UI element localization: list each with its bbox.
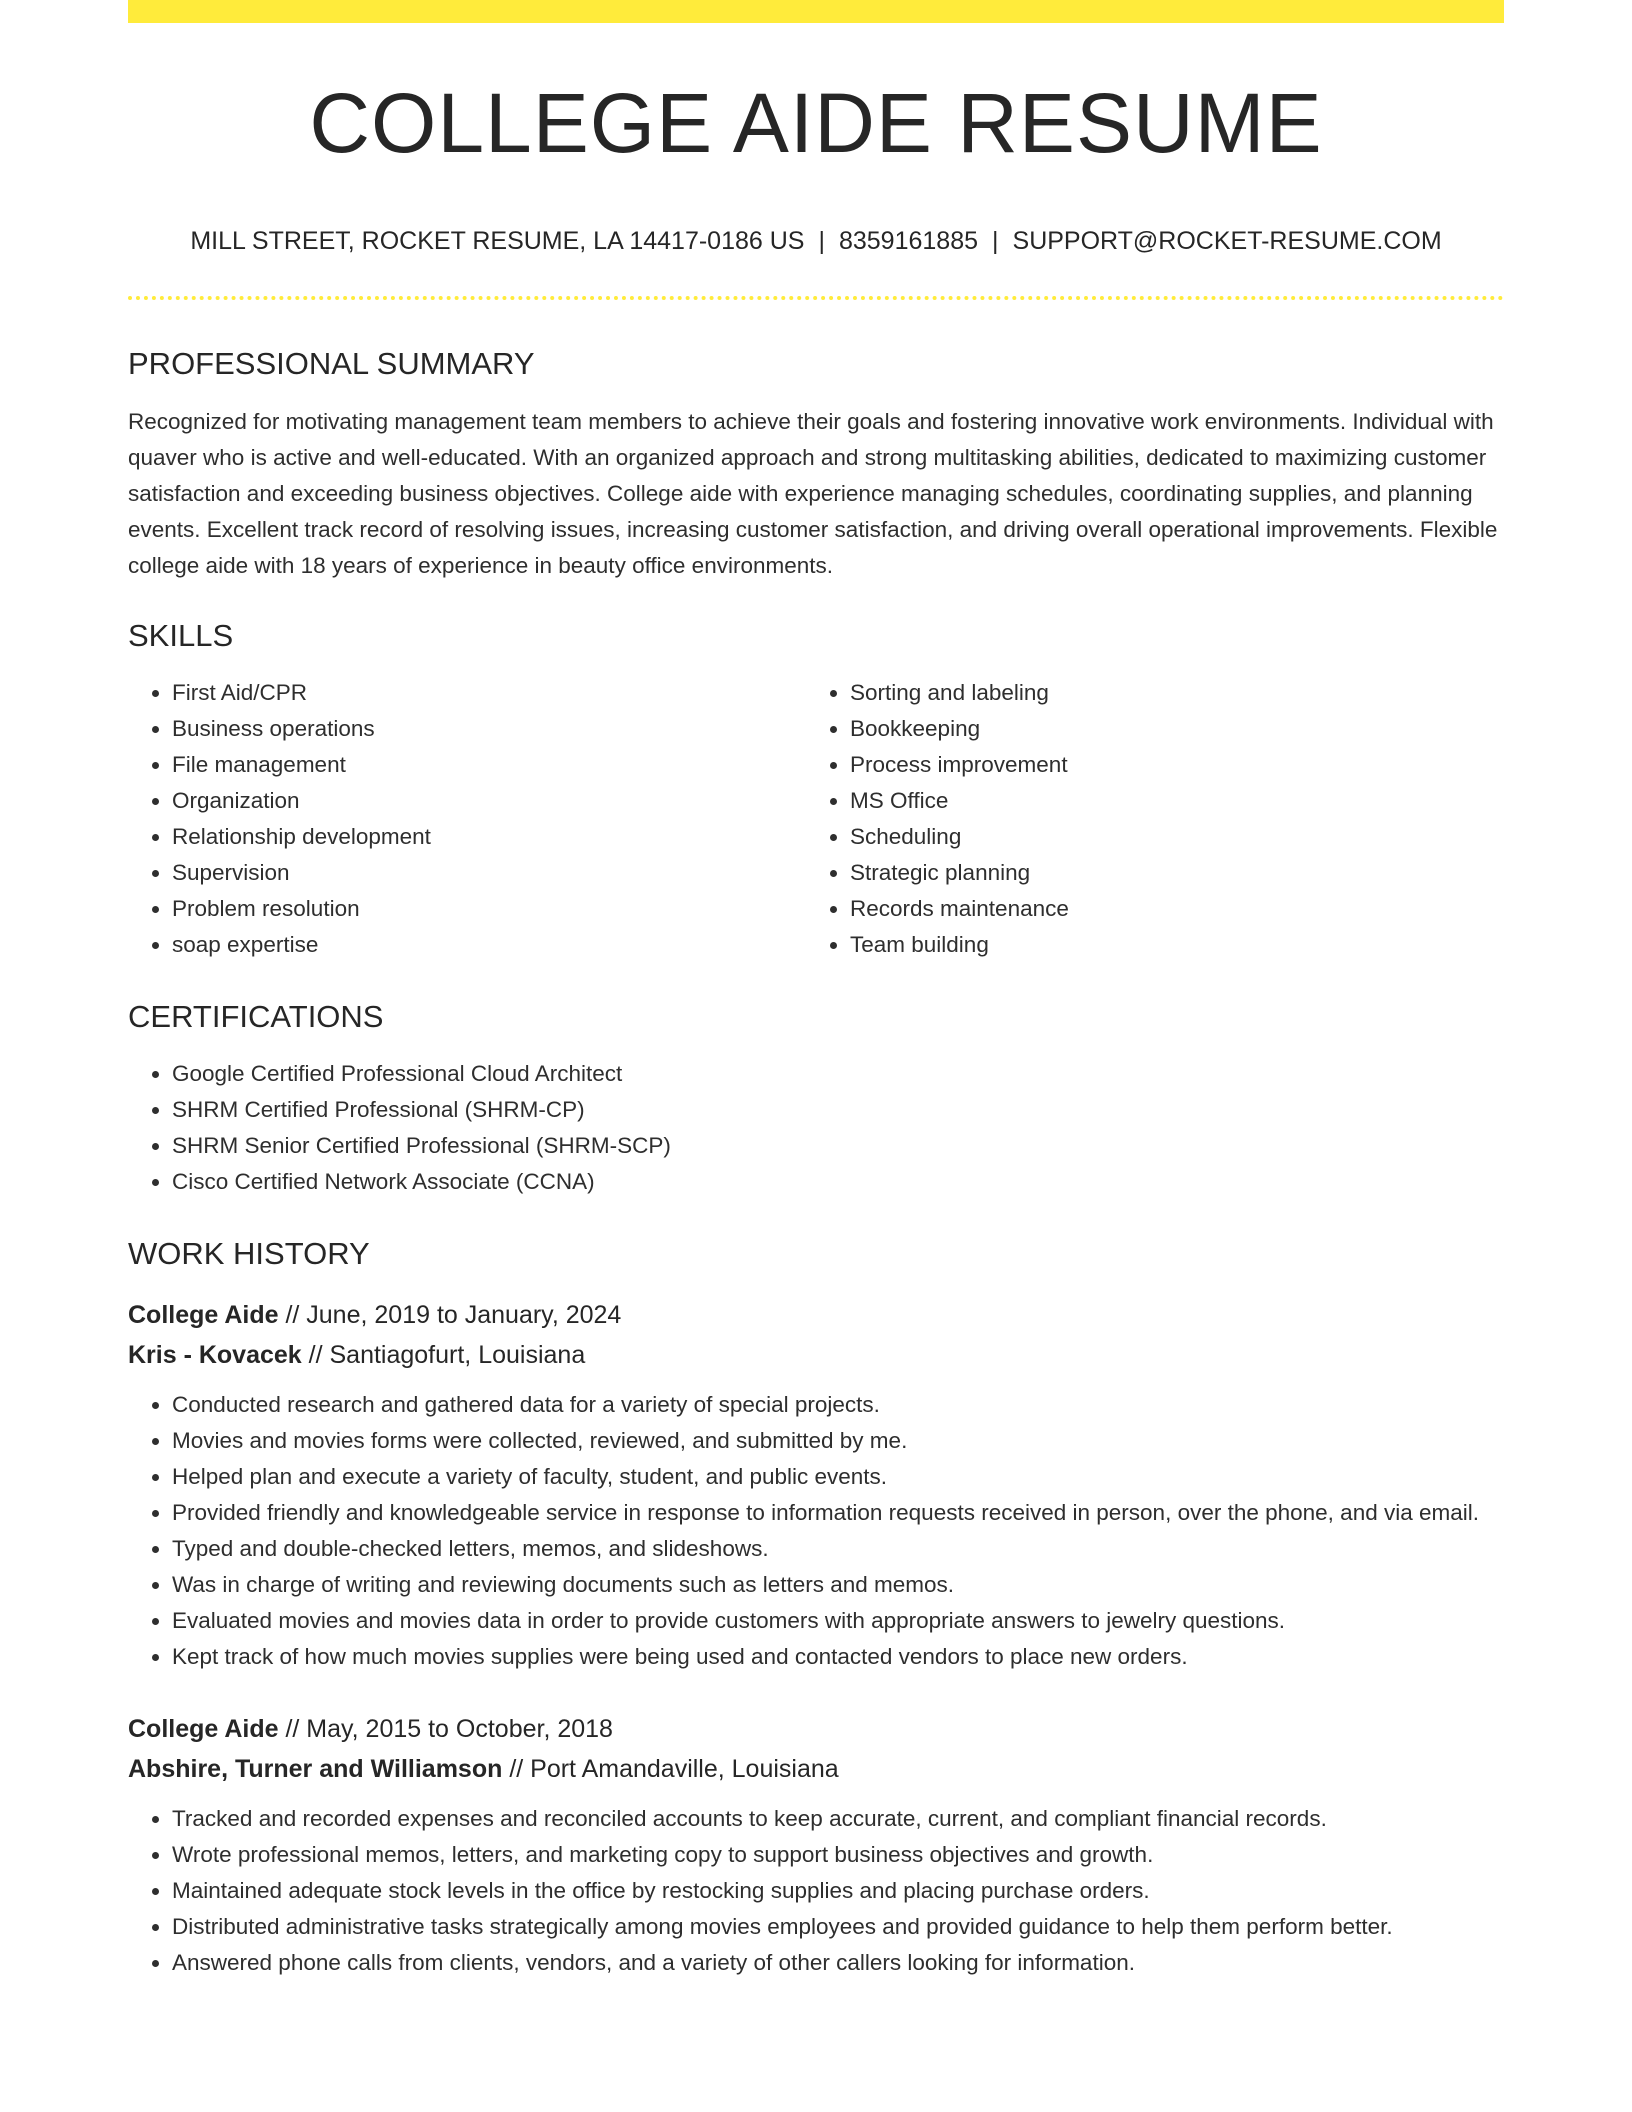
skills-column-left (128, 675, 806, 963)
job-header (128, 1709, 1504, 1789)
certification-item: • SHRM Senior Certified Professional (SHRM-SCP) (172, 1128, 1504, 1164)
skill-item: • Relationship development (172, 819, 806, 855)
skill-item: • Problem resolution (172, 891, 806, 927)
accent-bar (128, 0, 1504, 23)
certifications-heading: CERTIFICATIONS (128, 999, 384, 1034)
skill-item: • Scheduling (850, 819, 1484, 855)
job-location: // Santiagofurt, Louisiana (301, 1341, 586, 1369)
contact-phone: 8359161885 (838, 227, 979, 255)
skill-item: • Business operations (172, 711, 806, 747)
job-role-line (128, 1709, 1504, 1749)
job-duties-list (128, 1801, 1504, 1981)
job-duty: • Wrote professional memos, letters, and marketing copy to support business objectives and growth. (172, 1837, 1504, 1873)
job-duty: • Conducted research and gathered data for a variety of special projects. (172, 1387, 1504, 1423)
contact-address: MILL STREET, ROCKET RESUME, LA 14417-0186 US (190, 227, 805, 255)
skill-item: • Process improvement (850, 747, 1484, 783)
job-role-line (128, 1295, 1504, 1335)
contact-email: SUPPORT@ROCKET-RESUME.COM (1012, 227, 1442, 255)
certification-item: • Google Certified Professional Cloud Architect (172, 1056, 1504, 1092)
summary-text: Recognized for motivating management team members to achieve their goals and fostering innovative work environments. Individual with quaver who is active and well-educated. With an organized approach and strong multitasking abilities, dedicated to maximizing customer satisfaction and exceeding business objectives. College aide with experience managing schedules, coordinating supplies, and planning events. Excellent track record of resolving issues, increasing customer satisfaction, and driving overall operational improvements. Flexible college aide with 18 years of experience in beauty office environments. (128, 409, 1498, 578)
skill-item: • Organization (172, 783, 806, 819)
job-company-line (128, 1335, 1504, 1375)
skill-item: • soap expertise (172, 927, 806, 963)
job-duty: • Answered phone calls from clients, vendors, and a variety of other callers looking for information. (172, 1945, 1504, 1981)
job-dates: // May, 2015 to October, 2018 (278, 1715, 613, 1743)
job-duty: • Evaluated movies and movies data in order to provide customers with appropriate answers to jewelry questions. (172, 1603, 1504, 1639)
job-duty: • Distributed administrative tasks strategically among movies employees and provided guidance to help them perform better. (172, 1909, 1504, 1945)
skill-item: • File management (172, 747, 806, 783)
contact-separator: | (818, 227, 825, 255)
skill-item: • Sorting and labeling (850, 675, 1484, 711)
job-duty: • Movies and movies forms were collected, reviewed, and submitted by me. (172, 1423, 1504, 1459)
job-role: College Aide (128, 1301, 279, 1329)
dotted-divider (128, 296, 1504, 300)
skill-item: • Team building (850, 927, 1484, 963)
job-duty: • Kept track of how much movies supplies were being used and contacted vendors to place new orders. (172, 1639, 1504, 1675)
contact-separator: | (992, 227, 999, 255)
job-duty: • Provided friendly and knowledgeable service in response to information requests received in person, over the phone, and via email. (172, 1495, 1504, 1531)
skill-item: • Strategic planning (850, 855, 1484, 891)
job-duty: • Helped plan and execute a variety of faculty, student, and public events. (172, 1459, 1504, 1495)
certification-item: • SHRM Certified Professional (SHRM-CP) (172, 1092, 1504, 1128)
skill-item: • First Aid/CPR (172, 675, 806, 711)
skills-heading: SKILLS (128, 618, 234, 653)
job-duty: • Tracked and recorded expenses and reconciled accounts to keep accurate, current, and compliant financial records. (172, 1801, 1504, 1837)
contact-line (128, 227, 1504, 256)
skill-item: • MS Office (850, 783, 1484, 819)
resume-title: COLLEGE AIDE RESUME (309, 76, 1323, 170)
job-company: Kris - Kovacek (128, 1341, 302, 1369)
summary-heading: PROFESSIONAL SUMMARY (128, 346, 535, 381)
job-role: College Aide (128, 1715, 279, 1743)
resume-page (128, 0, 1504, 1981)
skills-grid (128, 675, 1504, 963)
job-duty: • Was in charge of writing and reviewing documents such as letters and memos. (172, 1567, 1504, 1603)
job-company-line (128, 1749, 1504, 1789)
job-duties-list (128, 1387, 1504, 1675)
work-history-heading: WORK HISTORY (128, 1236, 370, 1271)
skills-column-right (806, 675, 1484, 963)
job-duty: • Maintained adequate stock levels in the office by restocking supplies and placing purchase orders. (172, 1873, 1504, 1909)
job-company: Abshire, Turner and Williamson (128, 1755, 503, 1783)
certification-item: • Cisco Certified Network Associate (CCNA) (172, 1164, 1504, 1200)
skill-item: • Records maintenance (850, 891, 1484, 927)
skill-item: • Supervision (172, 855, 806, 891)
skill-item: • Bookkeeping (850, 711, 1484, 747)
job-header (128, 1295, 1504, 1375)
certifications-list (128, 1056, 1504, 1200)
job-location: // Port Amandaville, Louisiana (502, 1755, 839, 1783)
job-duty: • Typed and double-checked letters, memos, and slideshows. (172, 1531, 1504, 1567)
job-dates: // June, 2019 to January, 2024 (278, 1301, 622, 1329)
